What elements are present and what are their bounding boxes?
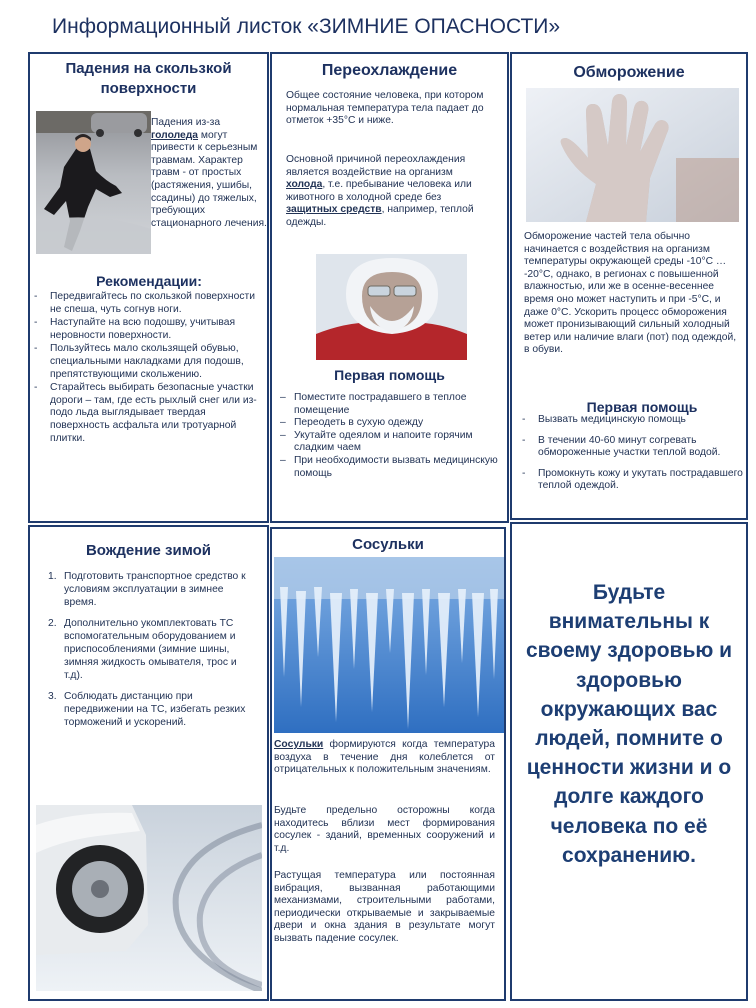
icicles-section <box>270 527 506 1001</box>
list-item: 3. Соблюдать дистанцию при передвижении на ТС, избегать резких торможений и ускорений. <box>48 691 246 728</box>
cold-link[interactable]: холода <box>286 179 323 191</box>
icicles-p3: Растущая температура или постоянная вибрация, вызванная работающими механизмами, строительными работами, периодически открываемые и закрываемые двери и окна здания в результате могут вызвать падение сосулек. <box>274 870 495 944</box>
hypothermia-aid-list <box>276 392 502 480</box>
glaze-link[interactable]: гололеда <box>151 129 199 141</box>
list-item: – Переодеть в сухую одежду <box>276 417 502 430</box>
list-item: - Наступайте на всю подошву, учитывая неровности поверхности. <box>30 317 259 342</box>
frostbite-photo <box>526 88 739 222</box>
list-item: – Укутайте одеялом и напоите горячим сладким чаем <box>276 430 502 455</box>
list-item: - В течении 40-60 минут согревать обмороженные участки теплой водой. <box>518 435 744 460</box>
hypothermia-aid-title: Первая помощь <box>334 367 445 383</box>
driving-title: Вождение зимой <box>85 542 212 559</box>
frostbite-text: Обморожение частей тела обычно начинается с воздействия на организм температуры окружающей среды -10°С … -20°С, однако, в регионах с повышенной влажностью, или же в осенне-весеннее время оно может наступить и при -5°С, и даже 0°С. Ускорить процесс обморожения может пронизывающий сильный холодный ветер или наличие влаги (пот) под одеждой, в обуви. <box>524 231 737 356</box>
list-item: - Старайтесь выбирать безопасные участки дороги – там, где есть рыхлый снег или из-подо льда выглядывает твердая поверхность асфальта или тротуарной плитки. <box>30 382 259 445</box>
recommendations-list <box>30 291 259 446</box>
hypothermia-p1: Общее состояние человека, при котором нормальная температура тела падает до отметок +35°С и ниже. <box>286 90 484 127</box>
driving-list <box>30 570 256 737</box>
frostbite-aid-list <box>518 414 744 494</box>
reminder-text: Будьте внимательны к своему здоровью и здоровью окружающих вас людей, помните о ценности жизни и о долге каждого человека по её сохранению. <box>525 581 733 867</box>
driving-section <box>28 525 269 1001</box>
icicles-p1: Сосульки формируются когда температура воздуха в течение дня колеблется от отрицательных к положительным значениям. <box>274 739 495 776</box>
icicles-link[interactable]: Сосульки <box>274 739 324 750</box>
frostbite-title: Обморожение <box>573 64 685 81</box>
protection-link[interactable]: защитных средств <box>286 204 382 216</box>
list-item: - Промокнуть кожу и укутать пострадавшего теплой одеждой. <box>518 468 744 493</box>
frostbite-aid-title: Первая помощь <box>586 399 698 415</box>
hypothermia-title: Переохлаждение <box>321 62 458 79</box>
recommendations-title: Рекомендации: <box>96 273 202 289</box>
hypothermia-section <box>270 52 509 523</box>
falls-title: Падения на скользкой поверхности <box>65 60 232 97</box>
list-item: 2. Дополнительно укомплектовать ТС вспомогательным оборудованием и приспособлениями (зимние шины, зимняя жидкость омывателя, трос и т.д). <box>48 618 237 681</box>
falls-intro: Падения из-за гололеда могут привести к серьезным травмам. Характер травм - от простых (растяжения, ушибы, ссадины) до тяжелых, требующих стационарного лечения. <box>151 117 267 229</box>
frostbite-section <box>510 52 748 520</box>
falls-photo <box>36 111 151 254</box>
list-item: - Передвигайтесь по скользкой поверхности не спеша, чуть согнув ноги. <box>30 291 259 316</box>
list-item: – При необходимости вызвать медицинскую помощь <box>276 455 502 480</box>
list-item: - Пользуйтесь мало скользящей обувью, специальными накладками для подошв, препятствующими скольжению. <box>30 343 259 381</box>
falls-section <box>28 52 269 523</box>
hypothermia-p2: Основной причиной переохлаждения является воздействие на организм холода, т.е. пребывание человека или животного в холодной среде без защитных средств, например, теплой одежды. <box>286 154 474 228</box>
icicles-p2: Будьте предельно осторожны когда находитесь вблизи мест формирования сосулек - зданий, временных сооружений и т.д. <box>274 805 495 854</box>
driving-photo <box>36 805 262 991</box>
list-item: 1. Подготовить транспортное средство к условиям эксплуатации в зимнее время. <box>48 571 246 608</box>
icicles-photo <box>274 557 505 733</box>
icicles-title: Сосульки <box>352 536 424 553</box>
page-title: Информационный листок «ЗИМНИЕ ОПАСНОСТИ» <box>52 15 561 38</box>
list-item: - Вызвать медицинскую помощь <box>518 414 744 427</box>
hypothermia-photo <box>316 254 467 360</box>
reminder-section <box>510 522 748 1001</box>
list-item: – Поместите пострадавшего в теплое помещение <box>276 392 502 417</box>
